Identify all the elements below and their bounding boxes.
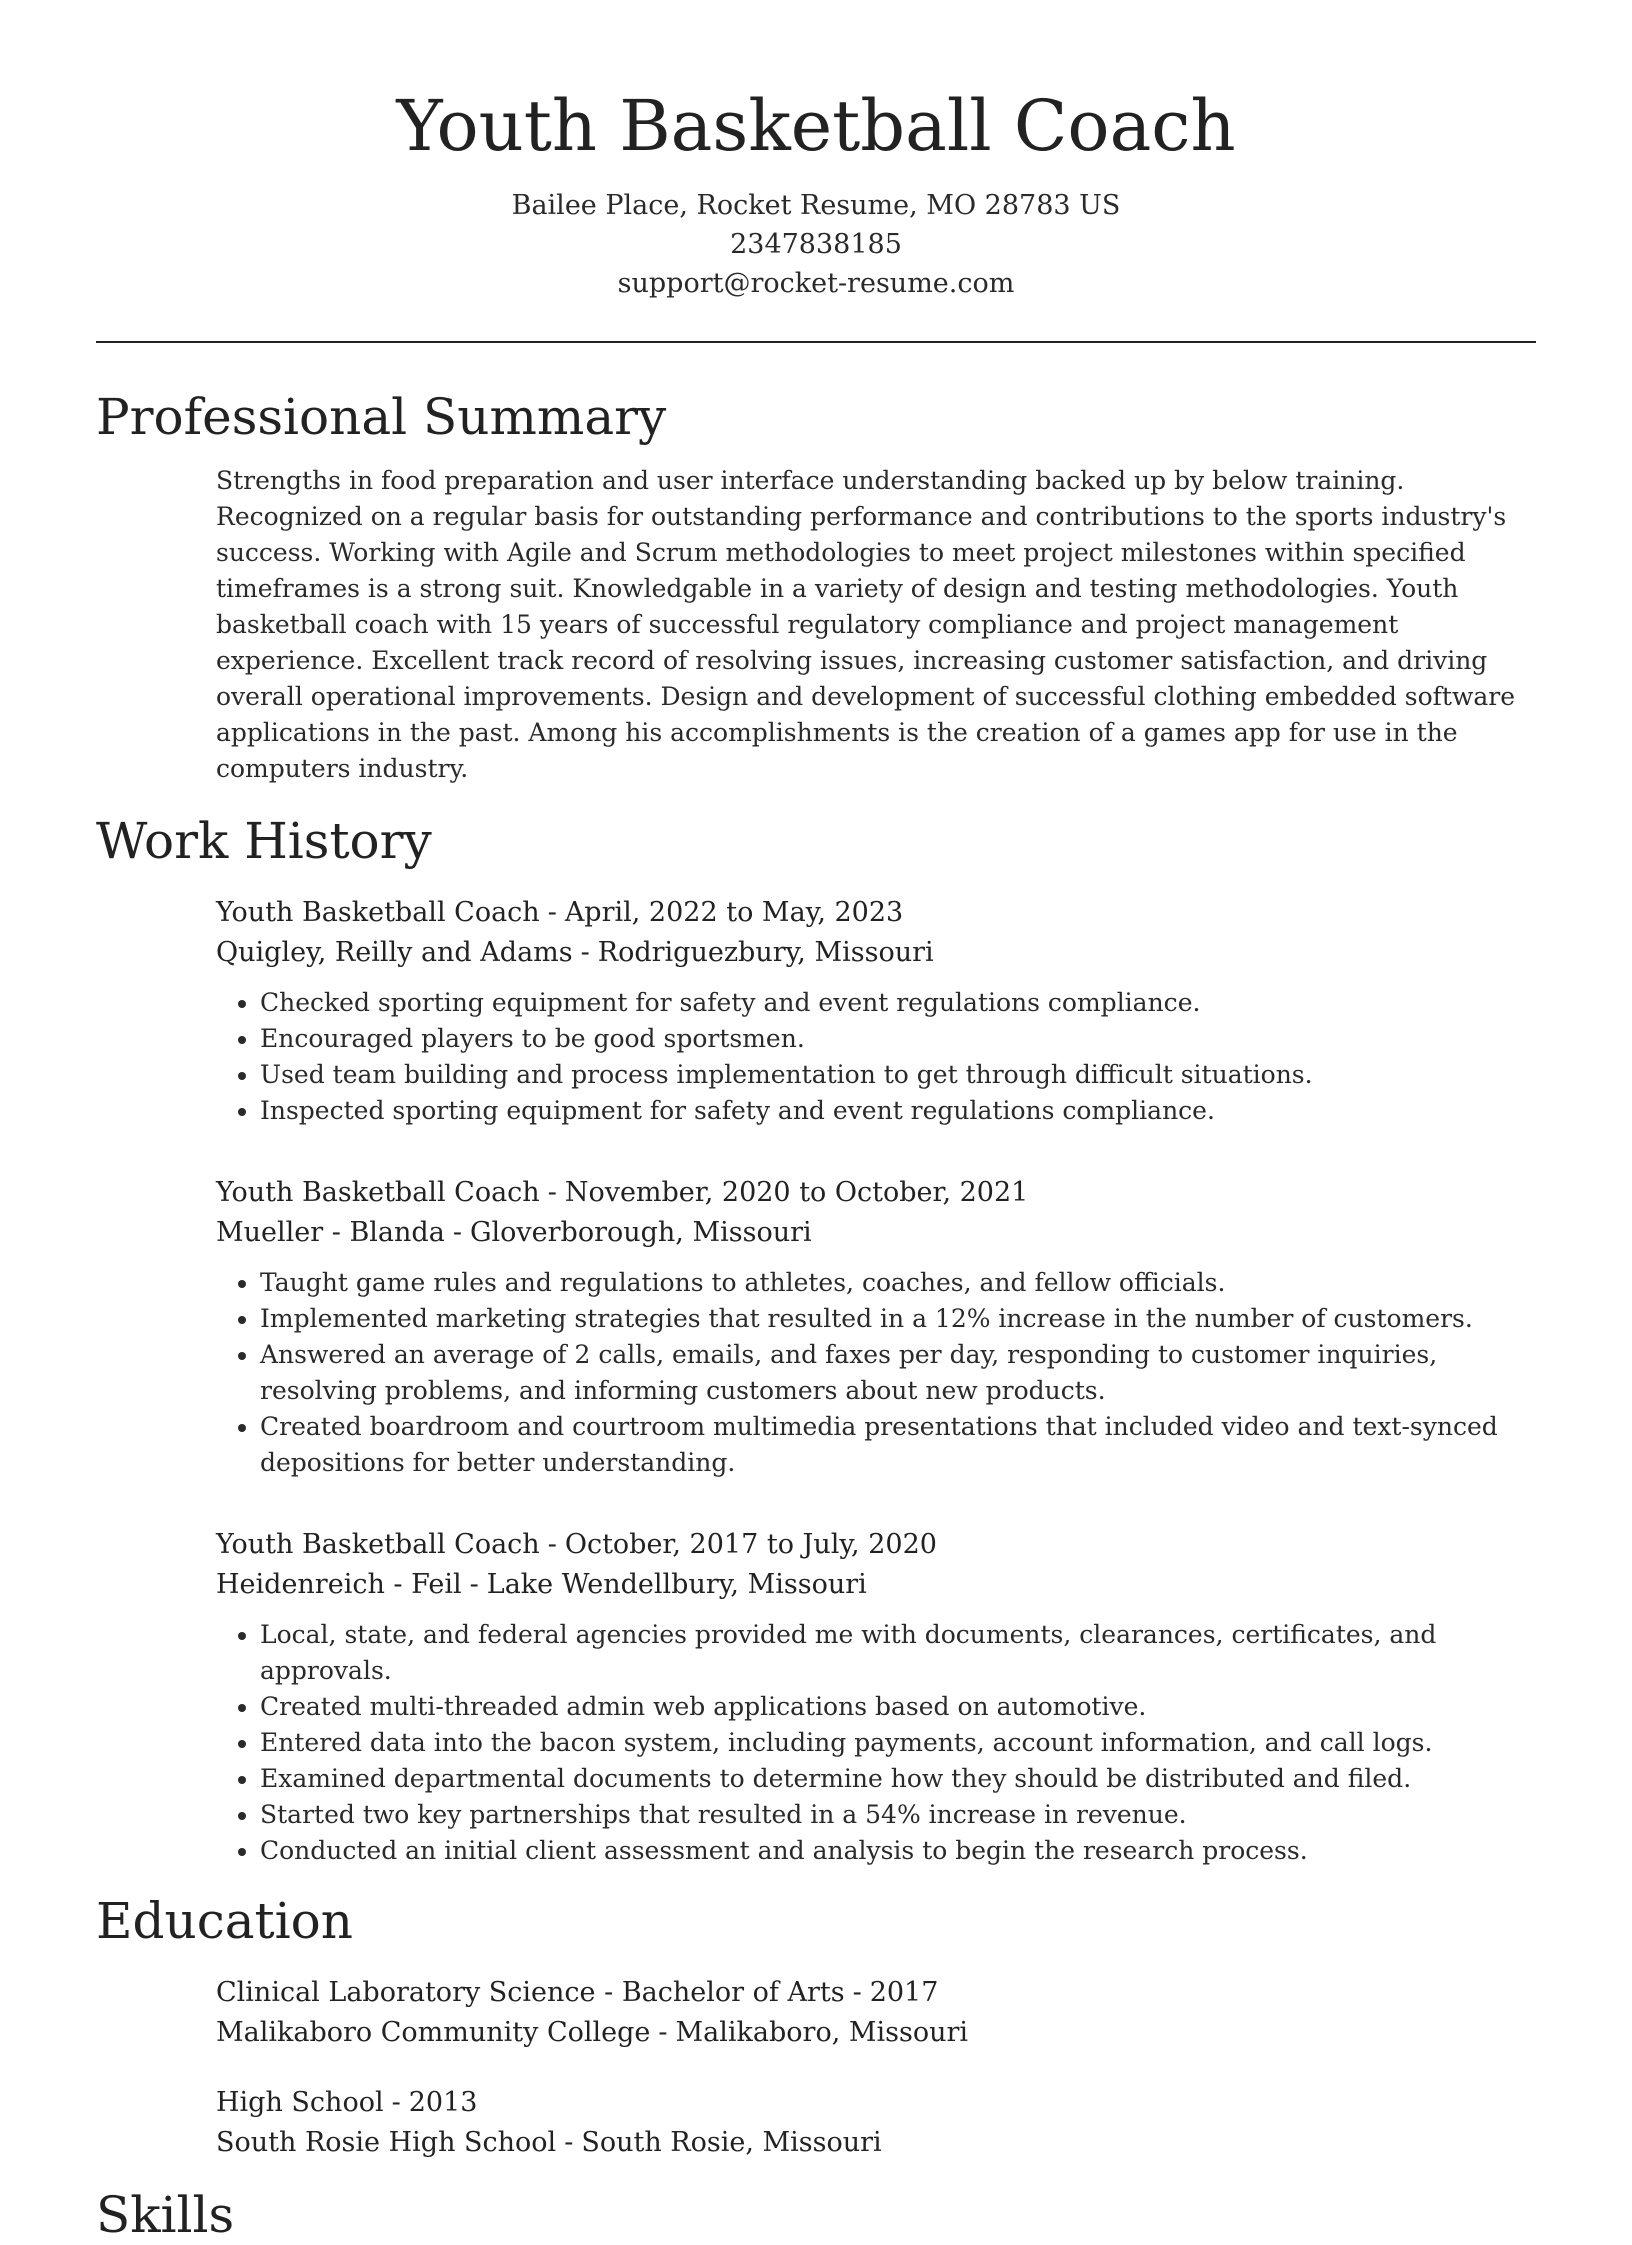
job-entry <box>216 1173 1536 1481</box>
school-location: South Rosie, Missouri <box>581 2127 882 2158</box>
school-line: South Rosie High School - South Rosie, Missouri <box>216 2127 882 2158</box>
job-role: Youth Basketball Coach <box>216 1177 540 1208</box>
job-dates: November, 2020 to October, 2021 <box>564 1177 1029 1208</box>
job-bullet: • Started two key partnerships that resulted in a 54% increase in revenue. <box>260 1797 1536 1833</box>
job-bullet: • Taught game rules and regulations to athletes, coaches, and fellow officials. <box>260 1265 1536 1301</box>
summary-title: Professional Summary <box>96 388 667 446</box>
job-company-line: Mueller - Blanda - Gloverborough, Missouri <box>216 1217 812 1248</box>
degree-name: Clinical Laboratory Science - Bachelor of Arts <box>216 1977 845 2008</box>
job-bullets <box>216 1265 1536 1481</box>
job-bullet: • Encouraged players to be good sportsmen. <box>260 1021 1536 1057</box>
job-title-line: Youth Basketball Coach - October, 2017 to July, 2020 <box>216 1529 937 1560</box>
job-bullet: • Entered data into the bacon system, including payments, account information, and call logs. <box>260 1725 1536 1761</box>
job-bullet: • Created boardroom and courtroom multimedia presentations that included video and text-synced depositions for better understanding. <box>260 1409 1536 1481</box>
job-company-line: Quigley, Reilly and Adams - Rodriguezbury, Missouri <box>216 937 934 968</box>
summary-text: Strengths in food preparation and user interface understanding backed up by below training. Recognized on a regular basis for outstanding performance and contributions to the sports industry's success. Working with Agile and Scrum methodologies to meet project milestones within specified timeframes is a strong suit. Knowledgable in a variety of design and testing methodologies. Youth basketball coach with 15 years of successful regulatory compliance and project management experience. Excellent track record of resolving issues, increasing customer satisfaction, and driving overall operational improvements. Design and development of successful clothing embedded software applications in the past. Among his accomplishments is the creation of a games app for use in the computers industry. <box>216 466 1515 783</box>
job-title-line: Youth Basketball Coach - November, 2020 to October, 2021 <box>216 1177 1029 1208</box>
education-section <box>96 1891 1536 2163</box>
job-role: Youth Basketball Coach <box>216 897 540 928</box>
work-history-section <box>96 811 1536 1869</box>
job-bullet: • Inspected sporting equipment for safety and event regulations compliance. <box>260 1093 1536 1129</box>
job-company: Quigley, Reilly and Adams <box>216 937 573 968</box>
contact-phone: 2347838185 <box>730 229 902 260</box>
job-bullets <box>216 1617 1536 1869</box>
job-bullet: • Examined departmental documents to determine how they should be distributed and filed. <box>260 1761 1536 1797</box>
resume-page <box>96 0 1536 2245</box>
job-location: Gloverborough, Missouri <box>469 1217 812 1248</box>
header-divider <box>96 341 1536 343</box>
contact-email: support@rocket-resume.com <box>617 268 1015 299</box>
school-location: Malikaboro, Missouri <box>675 2017 969 2048</box>
job-company-line: Heidenreich - Feil - Lake Wendellbury, Missouri <box>216 1569 867 1600</box>
degree-year: 2017 <box>869 1977 939 2008</box>
job-location: Lake Wendellbury, Missouri <box>486 1569 867 1600</box>
education-title: Education <box>96 1892 353 1950</box>
degree-name: High School <box>216 2087 384 2118</box>
job-bullet: • Conducted an initial client assessment and analysis to begin the research process. <box>260 1833 1536 1869</box>
school-name: Malikaboro Community College <box>216 2017 651 2048</box>
summary-section <box>96 387 1536 787</box>
contact-block <box>96 186 1536 303</box>
job-bullets <box>216 985 1536 1129</box>
job-bullet: • Implemented marketing strategies that resulted in a 12% increase in the number of customers. <box>260 1301 1536 1337</box>
degree-line: Clinical Laboratory Science - Bachelor of Arts - 2017 <box>216 1977 939 2008</box>
education-entry <box>216 1973 1536 2053</box>
degree-year: 2013 <box>408 2087 478 2118</box>
contact-address: Bailee Place, Rocket Resume, MO 28783 US <box>511 190 1121 221</box>
school-line: Malikaboro Community College - Malikaboro, Missouri <box>216 2017 969 2048</box>
school-name: South Rosie High School <box>216 2127 557 2158</box>
job-company: Heidenreich - Feil <box>216 1569 462 1600</box>
job-title-line: Youth Basketball Coach - April, 2022 to May, 2023 <box>216 897 904 928</box>
skills-section <box>96 2185 1536 2245</box>
resume-header <box>96 0 1536 303</box>
skills-title: Skills <box>96 2186 235 2244</box>
job-role: Youth Basketball Coach <box>216 1529 540 1560</box>
degree-line: High School - 2013 <box>216 2087 478 2118</box>
job-bullet: • Created multi-threaded admin web applications based on automotive. <box>260 1689 1536 1725</box>
job-company: Mueller - Blanda <box>216 1217 445 1248</box>
job-bullet: • Used team building and process implementation to get through difficult situations. <box>260 1057 1536 1093</box>
work-history-title: Work History <box>96 812 432 870</box>
job-location: Rodriguezbury, Missouri <box>597 937 934 968</box>
education-entry <box>216 2083 1536 2163</box>
job-bullet: • Checked sporting equipment for safety and event regulations compliance. <box>260 985 1536 1021</box>
resume-name: Youth Basketball Coach <box>396 85 1236 167</box>
job-dates: April, 2022 to May, 2023 <box>564 897 904 928</box>
job-dates: October, 2017 to July, 2020 <box>564 1529 937 1560</box>
job-bullet: • Local, state, and federal agencies provided me with documents, clearances, certificates, and approvals. <box>260 1617 1536 1689</box>
job-entry <box>216 1525 1536 1869</box>
job-entry <box>216 893 1536 1129</box>
job-bullet: • Answered an average of 2 calls, emails, and faxes per day, responding to customer inquiries, resolving problems, and informing customers about new products. <box>260 1337 1536 1409</box>
